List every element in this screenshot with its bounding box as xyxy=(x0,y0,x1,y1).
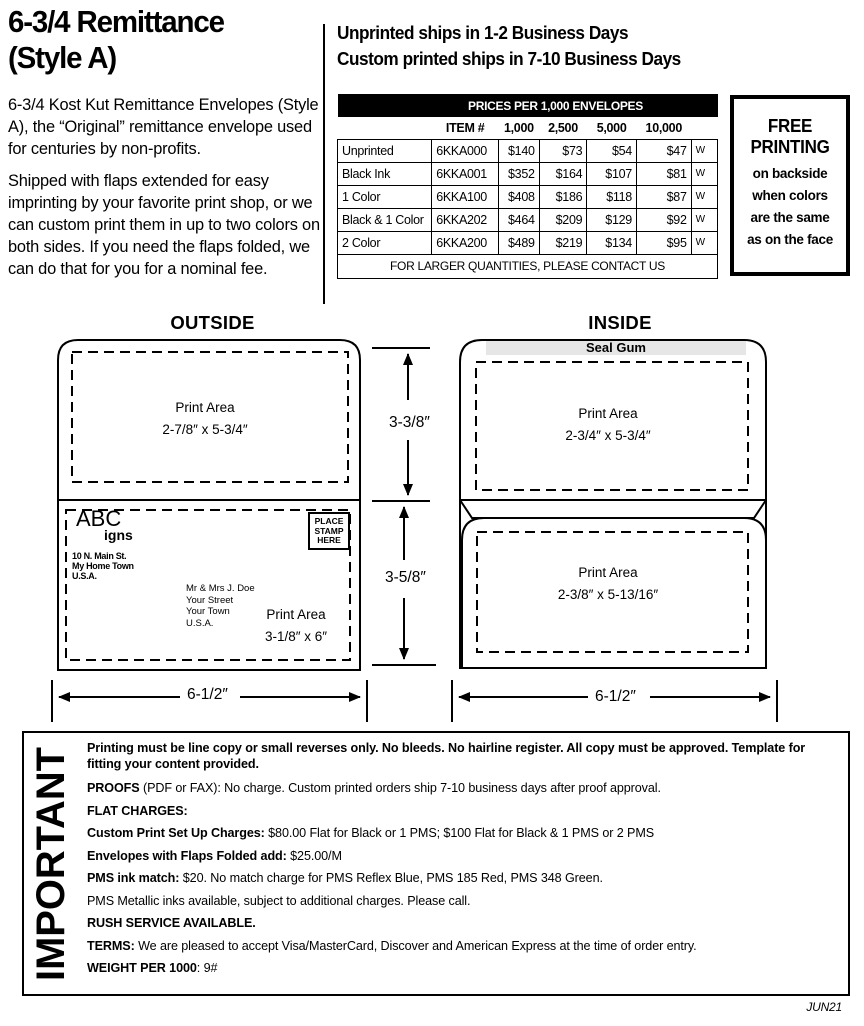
row-name: 1 Color xyxy=(338,185,432,208)
outside-body-label xyxy=(246,604,346,648)
row-price-1000: $352 xyxy=(499,162,540,185)
terms-label: TERMS: xyxy=(87,938,135,953)
important-terms xyxy=(87,741,837,984)
row-name: 2 Color xyxy=(338,231,432,254)
pms-text: $20. No match charge for PMS Reflex Blue, PMS 185 Red, PMS 348 Green. xyxy=(179,871,603,885)
row-price-10000: $87 xyxy=(636,185,691,208)
copy-requirements: Printing must be line copy or small reverses only. No bleeds. No hairline register. All copy must be approved. Template for fitting your content provided. xyxy=(87,741,806,771)
terms-text: We are pleased to accept Visa/MasterCard, Discover and American Express at the time of order entry. xyxy=(134,938,697,953)
row-price-2500: $219 xyxy=(539,231,587,254)
intro-paragraph-1: 6-3/4 Kost Kut Remittance Envelopes (Style A), the “Original” remittance envelope used for centuries by non-profits. xyxy=(8,96,319,158)
return-address xyxy=(72,551,134,581)
row-item: 6KKA202 xyxy=(432,208,499,231)
row-flag: W xyxy=(691,231,717,254)
row-flag: W xyxy=(691,139,717,162)
row-name: Black & 1 Color xyxy=(338,208,432,231)
inside-flap-area-title: Print Area xyxy=(578,406,638,421)
flat-charges-heading: FLAT CHARGES: xyxy=(87,803,188,818)
stamp-line-1: PLACE xyxy=(314,516,344,526)
free-body-line-3: are the same xyxy=(750,210,830,225)
logo-suffix: igns xyxy=(104,527,133,543)
addr-line-1: Mr & Mrs J. Doe xyxy=(186,583,255,594)
inside-flap-label xyxy=(520,403,696,447)
outside-flap-area-size: 2-7/8″ x 5-3/4″ xyxy=(162,422,248,437)
pms-line xyxy=(87,871,837,887)
stamp-line-2: STAMP xyxy=(314,525,344,536)
row-flag: W xyxy=(691,208,717,231)
free-title-line-1: FREE xyxy=(767,115,813,136)
row-flag: W xyxy=(691,162,717,185)
inside-flap-area-size: 2-3/4″ x 5-3/4″ xyxy=(565,428,651,443)
inside-width-label: 6-1/2″ xyxy=(591,688,640,706)
row-item: 6KKA000 xyxy=(432,139,499,162)
row-price-5000: $134 xyxy=(587,231,637,254)
row-price-2500: $164 xyxy=(539,162,587,185)
shipping-unprinted: Unprinted ships in 1-2 Business Days xyxy=(337,22,629,43)
addr-line-4: U.S.A. xyxy=(186,617,214,629)
folded-text: $25.00/M xyxy=(286,848,342,863)
return-line-3: U.S.A. xyxy=(72,571,97,581)
revision-code: JUN21 xyxy=(806,1000,842,1014)
setup-text: $80.00 Flat for Black or 1 PMS; $100 Flat for Black & 1 PMS or 2 PMS xyxy=(264,826,655,840)
row-price-1000: $408 xyxy=(499,185,540,208)
addr-line-3: Your Town xyxy=(186,606,230,617)
col-header-5000: 5,000 xyxy=(596,120,627,135)
flap-height-label: 3-3/8″ xyxy=(385,414,434,432)
col-header-2500: 2,500 xyxy=(548,120,578,135)
row-price-5000: $129 xyxy=(587,208,637,231)
rush-line: RUSH SERVICE AVAILABLE. xyxy=(87,916,256,930)
seal-gum-label: Seal Gum xyxy=(586,340,646,355)
proofs-label: PROOFS xyxy=(87,781,140,795)
row-item: 6KKA200 xyxy=(432,231,499,254)
proofs-line xyxy=(87,781,837,797)
row-price-10000: $81 xyxy=(636,162,691,185)
return-line-2: My Home Town xyxy=(72,561,134,571)
recipient-address xyxy=(186,583,255,629)
row-price-5000: $118 xyxy=(587,185,637,208)
inside-envelope xyxy=(460,340,766,668)
row-price-10000: $95 xyxy=(636,231,691,254)
pms-label: PMS ink match: xyxy=(87,871,180,885)
row-price-2500: $73 xyxy=(539,139,587,162)
row-price-10000: $92 xyxy=(636,208,691,231)
folded-label: Envelopes with Flaps Folded add: xyxy=(87,848,287,863)
setup-label: Custom Print Set Up Charges: xyxy=(87,826,265,840)
outside-flap-area-title: Print Area xyxy=(175,400,235,415)
horizontal-dimensions xyxy=(52,680,777,722)
row-item: 6KKA001 xyxy=(432,162,499,185)
important-heading-text: IMPORTANT xyxy=(29,746,73,981)
row-price-1000: $489 xyxy=(499,231,540,254)
outside-flap-label xyxy=(120,397,290,441)
setup-line xyxy=(87,826,837,842)
proofs-text: (PDF or FAX): No charge. Custom printed orders ship 7-10 business days after proof approval. xyxy=(139,781,661,795)
inside-body-label xyxy=(520,562,696,606)
weight-line xyxy=(87,961,837,977)
row-flag: W xyxy=(691,185,717,208)
vertical-dimensions xyxy=(372,348,436,665)
outside-body-area-title: Print Area xyxy=(266,607,326,622)
outside-width-label: 6-1/2″ xyxy=(183,686,232,704)
col-header-10000: 10,000 xyxy=(645,120,682,135)
metallic-line: PMS Metallic inks available, subject to additional charges. Please call. xyxy=(87,893,471,908)
inside-body-area-size: 2-3/8″ x 5-13/16″ xyxy=(557,587,659,602)
logo-letters: ABC xyxy=(76,506,122,531)
outside-body-area-size: 3-1/8″ x 6″ xyxy=(264,629,328,644)
shipping-custom: Custom printed ships in 7-10 Business Days xyxy=(337,48,681,69)
inside-title: INSIDE xyxy=(588,312,652,333)
col-header-item: ITEM # xyxy=(445,120,485,135)
row-price-5000: $107 xyxy=(587,162,637,185)
outside-title: OUTSIDE xyxy=(170,312,255,333)
row-price-1000: $140 xyxy=(499,139,540,162)
row-price-2500: $186 xyxy=(539,185,587,208)
col-header-1000: 1,000 xyxy=(503,120,534,135)
row-item: 6KKA100 xyxy=(432,185,499,208)
row-price-5000: $54 xyxy=(587,139,637,162)
stamp-line-3: HERE xyxy=(317,535,341,545)
price-table-banner: PRICES PER 1,000 ENVELOPES xyxy=(338,94,718,117)
free-title-line-2: PRINTING xyxy=(750,136,830,157)
row-price-2500: $209 xyxy=(539,208,587,231)
row-name: Unprinted xyxy=(338,139,432,162)
title-line-1: 6-3/4 Remittance xyxy=(8,4,224,39)
weight-label: WEIGHT PER 1000 xyxy=(87,961,197,975)
free-body-line-1: on backside xyxy=(752,166,828,181)
body-height-label: 3-5/8″ xyxy=(381,569,430,587)
price-table-footer: FOR LARGER QUANTITIES, PLEASE CONTACT US xyxy=(338,254,718,278)
row-name: Black Ink xyxy=(338,162,432,185)
important-heading xyxy=(20,745,78,983)
row-price-1000: $464 xyxy=(499,208,540,231)
inside-body-area-title: Print Area xyxy=(578,565,638,580)
intro-paragraph-2: Shipped with flaps extended for easy imprinting by your favorite print shop, or we can custom print them in up to two colors on both sides. If you need the flaps folded, we can do that for you for a nominal fee. xyxy=(8,172,320,278)
title-line-2: (Style A) xyxy=(8,40,117,75)
row-price-10000: $47 xyxy=(636,139,691,162)
free-body-line-4: as on the face xyxy=(747,232,833,247)
stamp-label xyxy=(310,517,348,546)
free-body-line-2: when colors xyxy=(752,188,828,203)
terms-line xyxy=(87,939,837,955)
addr-line-2: Your Street xyxy=(186,594,234,606)
return-line-1: 10 N. Main St. xyxy=(72,551,127,561)
folded-line xyxy=(87,849,837,865)
weight-text: : 9# xyxy=(196,961,218,975)
abc-signs-logo xyxy=(68,508,148,550)
